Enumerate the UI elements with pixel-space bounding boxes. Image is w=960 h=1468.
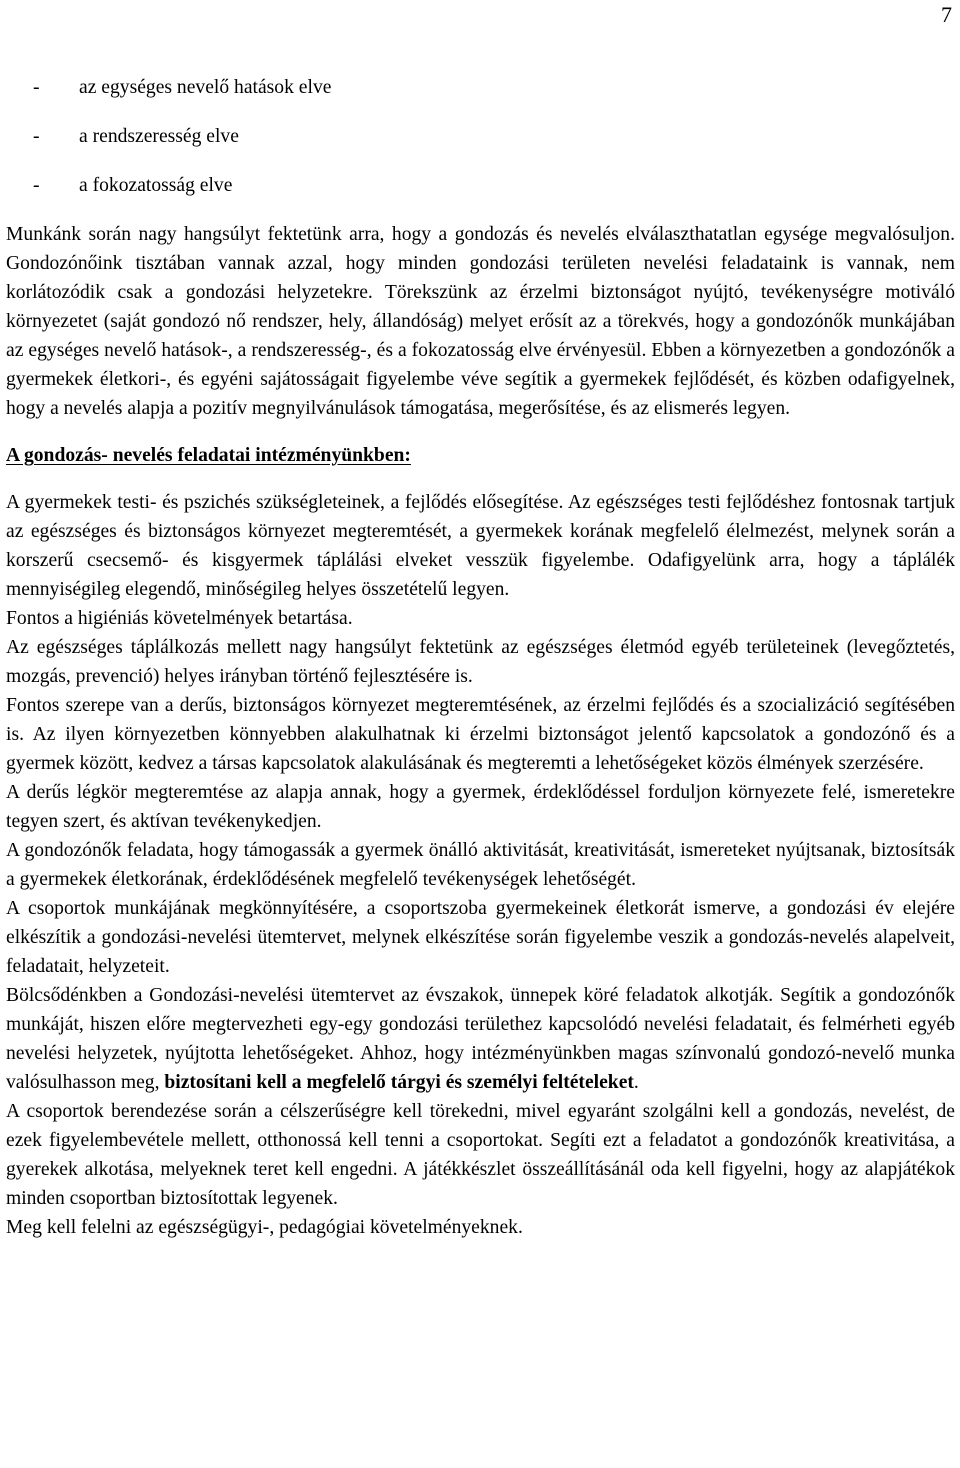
bullet-item [6,171,955,220]
paragraph: A csoportok berendezése során a célszerűségre kell törekedni, mivel egyaránt szolgálni kell a gondozás, nevelést, de ezek figyelembevétele mellett, otthonossá kell tenni a csoportokat. Segíti ezt a feladatot a gondozónők kreativitása, a gyerekek alkotása, melyeknek teret kell engedni. A játékkészlet összeállításánál oda kell figyelni, hogy az alapjátékok minden csoportban biztosítottak legyenek. [6,1101,955,1209]
bullet-item [6,122,955,171]
emphasis-text: biztosítani kell a megfelelő tárgyi és személyi feltételeket [164,1072,634,1093]
paragraph-with-emphasis [6,981,955,1097]
bullet-dash: - [33,77,40,98]
document-body [6,73,955,1242]
paragraph: Meg kell felelni az egészségügyi-, pedagógiai követelményeknek. [6,1217,523,1238]
bullet-text: az egységes nevelő hatások elve [79,77,332,98]
bullet-item [6,73,955,122]
paragraph: Az egészséges táplálkozás mellett nagy hangsúlyt fektetünk az egészséges életmód egyéb területeinek (levegőztetés, mozgás, prevenció) helyes irányban történő fejlesztésére is. [6,637,955,687]
paragraph-text-end: . [633,1072,639,1093]
page-number: 7 [941,2,952,27]
bullet-text: a rendszeresség elve [79,126,239,147]
paragraph: A gondozónők feladata, hogy támogassák a gyermek önálló aktivitását, kreativitását, ismereteket nyújtsanak, biztosítsák a gyermekek életkorának, érdeklődésének megfelelő tevékenységek lehetőségét. [6,840,955,890]
bullet-text: a fokozatosság elve [79,175,233,196]
bullet-dash: - [33,175,40,196]
section-heading: A gondozás- nevelés feladatai intézményünkben: [6,445,411,466]
paragraph: A gyermekek testi- és pszichés szükségleteinek, a fejlődés elősegítése. Az egészséges testi fejlődéshez fontosnak tartjuk az egészséges és biztonságos környezet megteremtését, a gyermekek korának megfelelő élelmezést, melynek során a korszerű csecsemő- és kisgyermek táplálási elveket vesszük figyelembe. Odafigyelünk arra, hogy a táplálék mennyiségileg elegendő, minőségileg helyes összetételű legyen. [6,492,955,600]
paragraph: A csoportok munkájának megkönnyítésére, a csoportszoba gyermekeinek életkorát ismerve, a gondozási év elejére elkészítik a gondozási-nevelési ütemtervet, melynek elkészítése során figyelembe veszik a gondozás-nevelés alapelveit, feladatait, helyzeteit. [6,898,955,977]
paragraph-text: Bölcsődénkben a Gondozási-nevelési ütemtervet az évszakok, ünnepek köré feladatok alkotják. Segítik a gondozónők munkáját, hiszen előre megtervezheti egy-egy gondozási területhez kapcsolódó nevelési feladatait, és felmérheti egyéb nevelési helyzetek, nyújtotta lehetőségeket. Ahhoz, hogy intézményünkben magas színvonalú gondozó-nevelő munka valósulhasson meg, [6,985,955,1093]
paragraph: A derűs légkör megteremtése az alapja annak, hogy a gyermek, érdeklődéssel forduljon környezete felé, ismeretekre tegyen szert, és aktívan tevékenykedjen. [6,782,955,832]
paragraph: Fontos a higiéniás követelmények betartása. [6,608,353,629]
paragraph: Fontos szerepe van a derűs, biztonságos környezet megteremtésének, az érzelmi fejlődés és a szocializáció segítésében is. Az ilyen környezetben könnyebben alakulhatnak ki érzelmi biztonságot jelentő kapcsolatok a gondozónő és a gyermek között, kedvez a társas kapcsolatok alakulásának és megteremti a lehetőségeket közös élmények szerzésére. [6,695,955,774]
bullet-dash: - [33,126,40,147]
intro-paragraph: Munkánk során nagy hangsúlyt fektetünk arra, hogy a gondozás és nevelés elválaszthatatlan egysége megvalósuljon. Gondozónőink tisztában vannak azzal, hogy minden gondozási területen nevelési feladataink is vannak, nem korlátozódik csak a gondozási helyzetekre. Törekszünk az érzelmi biztonságot nyújtó, tevékenységre motiváló környezetet (saját gondozó nő rendszer, hely, állandóság) melyet erősít az a törekvés, hogy a gondozónők munkájában az egységes nevelő hatások-, a rendszeresség-, és a fokozatosság elve érvényesül. Ebben a környezetben a gondozónők a gyermekek életkori-, és egyéni sajátosságait figyelembe véve segítik a gyermekek fejlődését, és közben odafigyelnek, hogy a nevelés alapja a pozitív megnyilvánulások támogatása, megerősítése, és az elismerés legyen. [6,224,955,419]
